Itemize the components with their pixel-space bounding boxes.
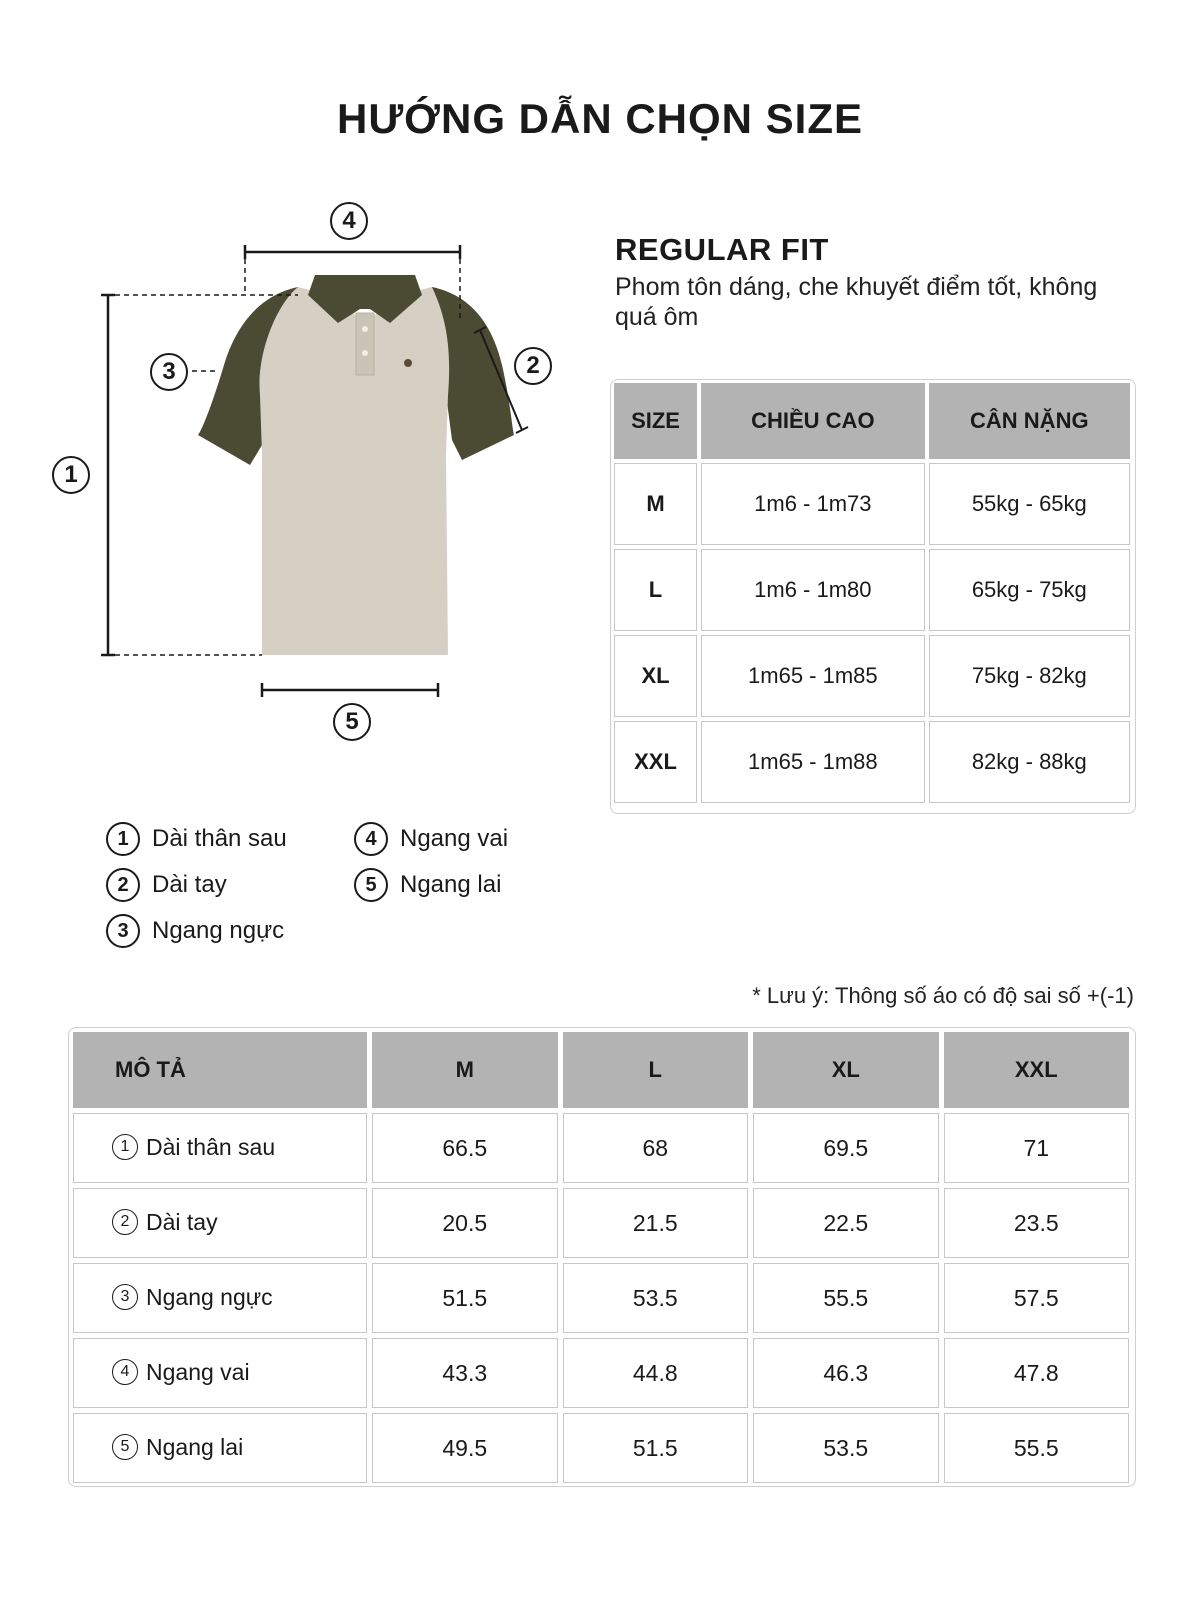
size-cell: XXL (614, 721, 697, 803)
size-header: SIZE (614, 383, 697, 459)
description-cell (73, 1263, 367, 1333)
description-header: MÔ TẢ (73, 1032, 367, 1108)
value-cell: 69.5 (753, 1113, 939, 1183)
marker-1: 1 (52, 456, 90, 494)
value-cell: 71 (944, 1113, 1130, 1183)
weight-cell: 65kg - 75kg (929, 549, 1130, 631)
measurement-table (68, 1027, 1134, 1488)
legend-item (354, 822, 508, 856)
legend-label: Dài tay (152, 871, 227, 898)
table-row (614, 463, 1130, 545)
weight-header: CÂN NẶNG (929, 383, 1130, 459)
value-cell: 51.5 (372, 1263, 558, 1333)
legend-item (106, 914, 284, 948)
legend-item (106, 822, 287, 856)
value-cell: 46.3 (753, 1338, 939, 1408)
size-xl-header: XL (753, 1032, 939, 1108)
legend-number: 4 (354, 822, 388, 856)
weight-cell: 82kg - 88kg (929, 721, 1130, 803)
legend-label: Ngang ngực (152, 917, 285, 944)
marker-2: 2 (514, 347, 552, 385)
table-row (73, 1413, 1129, 1483)
table-row (73, 1263, 1129, 1333)
tolerance-note: * Lưu ý: Thông số áo có độ sai số +(-1) (752, 983, 1134, 1008)
size-l-header: L (563, 1032, 749, 1108)
value-cell: 51.5 (563, 1413, 749, 1483)
legend-label: Ngang vai (400, 825, 509, 852)
value-cell: 44.8 (563, 1338, 749, 1408)
size-cell: XL (614, 635, 697, 717)
value-cell: 66.5 (372, 1113, 558, 1183)
row-number: 1 (112, 1134, 138, 1160)
row-number: 2 (112, 1209, 138, 1235)
legend-number: 1 (106, 822, 140, 856)
shirt-body (259, 287, 449, 655)
value-cell: 55.5 (753, 1263, 939, 1333)
row-label: Ngang vai (146, 1359, 250, 1386)
height-cell: 1m65 - 1m85 (701, 635, 925, 717)
legend-number: 3 (106, 914, 140, 948)
table-row (614, 549, 1130, 631)
weight-cell: 55kg - 65kg (929, 463, 1130, 545)
marker-4: 4 (330, 202, 368, 240)
value-cell: 23.5 (944, 1188, 1130, 1258)
legend-label: Ngang lai (400, 871, 502, 898)
value-cell: 47.8 (944, 1338, 1130, 1408)
table-row (614, 635, 1130, 717)
shirt-diagram (40, 195, 580, 775)
marker-3: 3 (150, 353, 188, 391)
row-label: Ngang lai (146, 1434, 244, 1461)
description-cell (73, 1113, 367, 1183)
value-cell: 53.5 (563, 1263, 749, 1333)
fit-description: Phom tôn dáng, che khuyết điểm tốt, không quá ôm (615, 273, 1098, 331)
row-label: Dài thân sau (146, 1134, 276, 1161)
size-m-header: M (372, 1032, 558, 1108)
measurement-legend (106, 822, 566, 972)
height-cell: 1m6 - 1m80 (701, 549, 925, 631)
row-number: 4 (112, 1359, 138, 1385)
legend-label: Dài thân sau (152, 825, 287, 852)
table-row (614, 721, 1130, 803)
size-xxl-header: XXL (944, 1032, 1130, 1108)
legend-number: 2 (106, 868, 140, 902)
description-cell (73, 1413, 367, 1483)
value-cell: 43.3 (372, 1338, 558, 1408)
height-header: CHIỀU CAO (701, 383, 925, 459)
value-cell: 20.5 (372, 1188, 558, 1258)
row-label: Dài tay (146, 1209, 218, 1236)
marker-5: 5 (333, 703, 371, 741)
row-number: 3 (112, 1284, 138, 1310)
table-row (73, 1113, 1129, 1183)
value-cell: 57.5 (944, 1263, 1130, 1333)
value-cell: 49.5 (372, 1413, 558, 1483)
value-cell: 21.5 (563, 1188, 749, 1258)
value-cell: 68 (563, 1113, 749, 1183)
fit-title: REGULAR FIT (615, 232, 829, 267)
row-number: 5 (112, 1434, 138, 1460)
description-cell (73, 1188, 367, 1258)
size-cell: M (614, 463, 697, 545)
legend-item (354, 868, 501, 902)
table-row (73, 1338, 1129, 1408)
table-row (73, 1188, 1129, 1258)
placket (356, 313, 374, 375)
legend-item (106, 868, 227, 902)
value-cell: 53.5 (753, 1413, 939, 1483)
weight-cell: 75kg - 82kg (929, 635, 1130, 717)
polo-shirt-illustration (40, 195, 580, 775)
row-label: Ngang ngực (146, 1284, 273, 1311)
size-cell: L (614, 549, 697, 631)
value-cell: 22.5 (753, 1188, 939, 1258)
page-title: HƯỚNG DẪN CHỌN SIZE (336, 95, 863, 142)
size-table (610, 379, 1134, 807)
height-cell: 1m65 - 1m88 (701, 721, 925, 803)
height-cell: 1m6 - 1m73 (701, 463, 925, 545)
description-cell (73, 1338, 367, 1408)
value-cell: 55.5 (944, 1413, 1130, 1483)
legend-number: 5 (354, 868, 388, 902)
